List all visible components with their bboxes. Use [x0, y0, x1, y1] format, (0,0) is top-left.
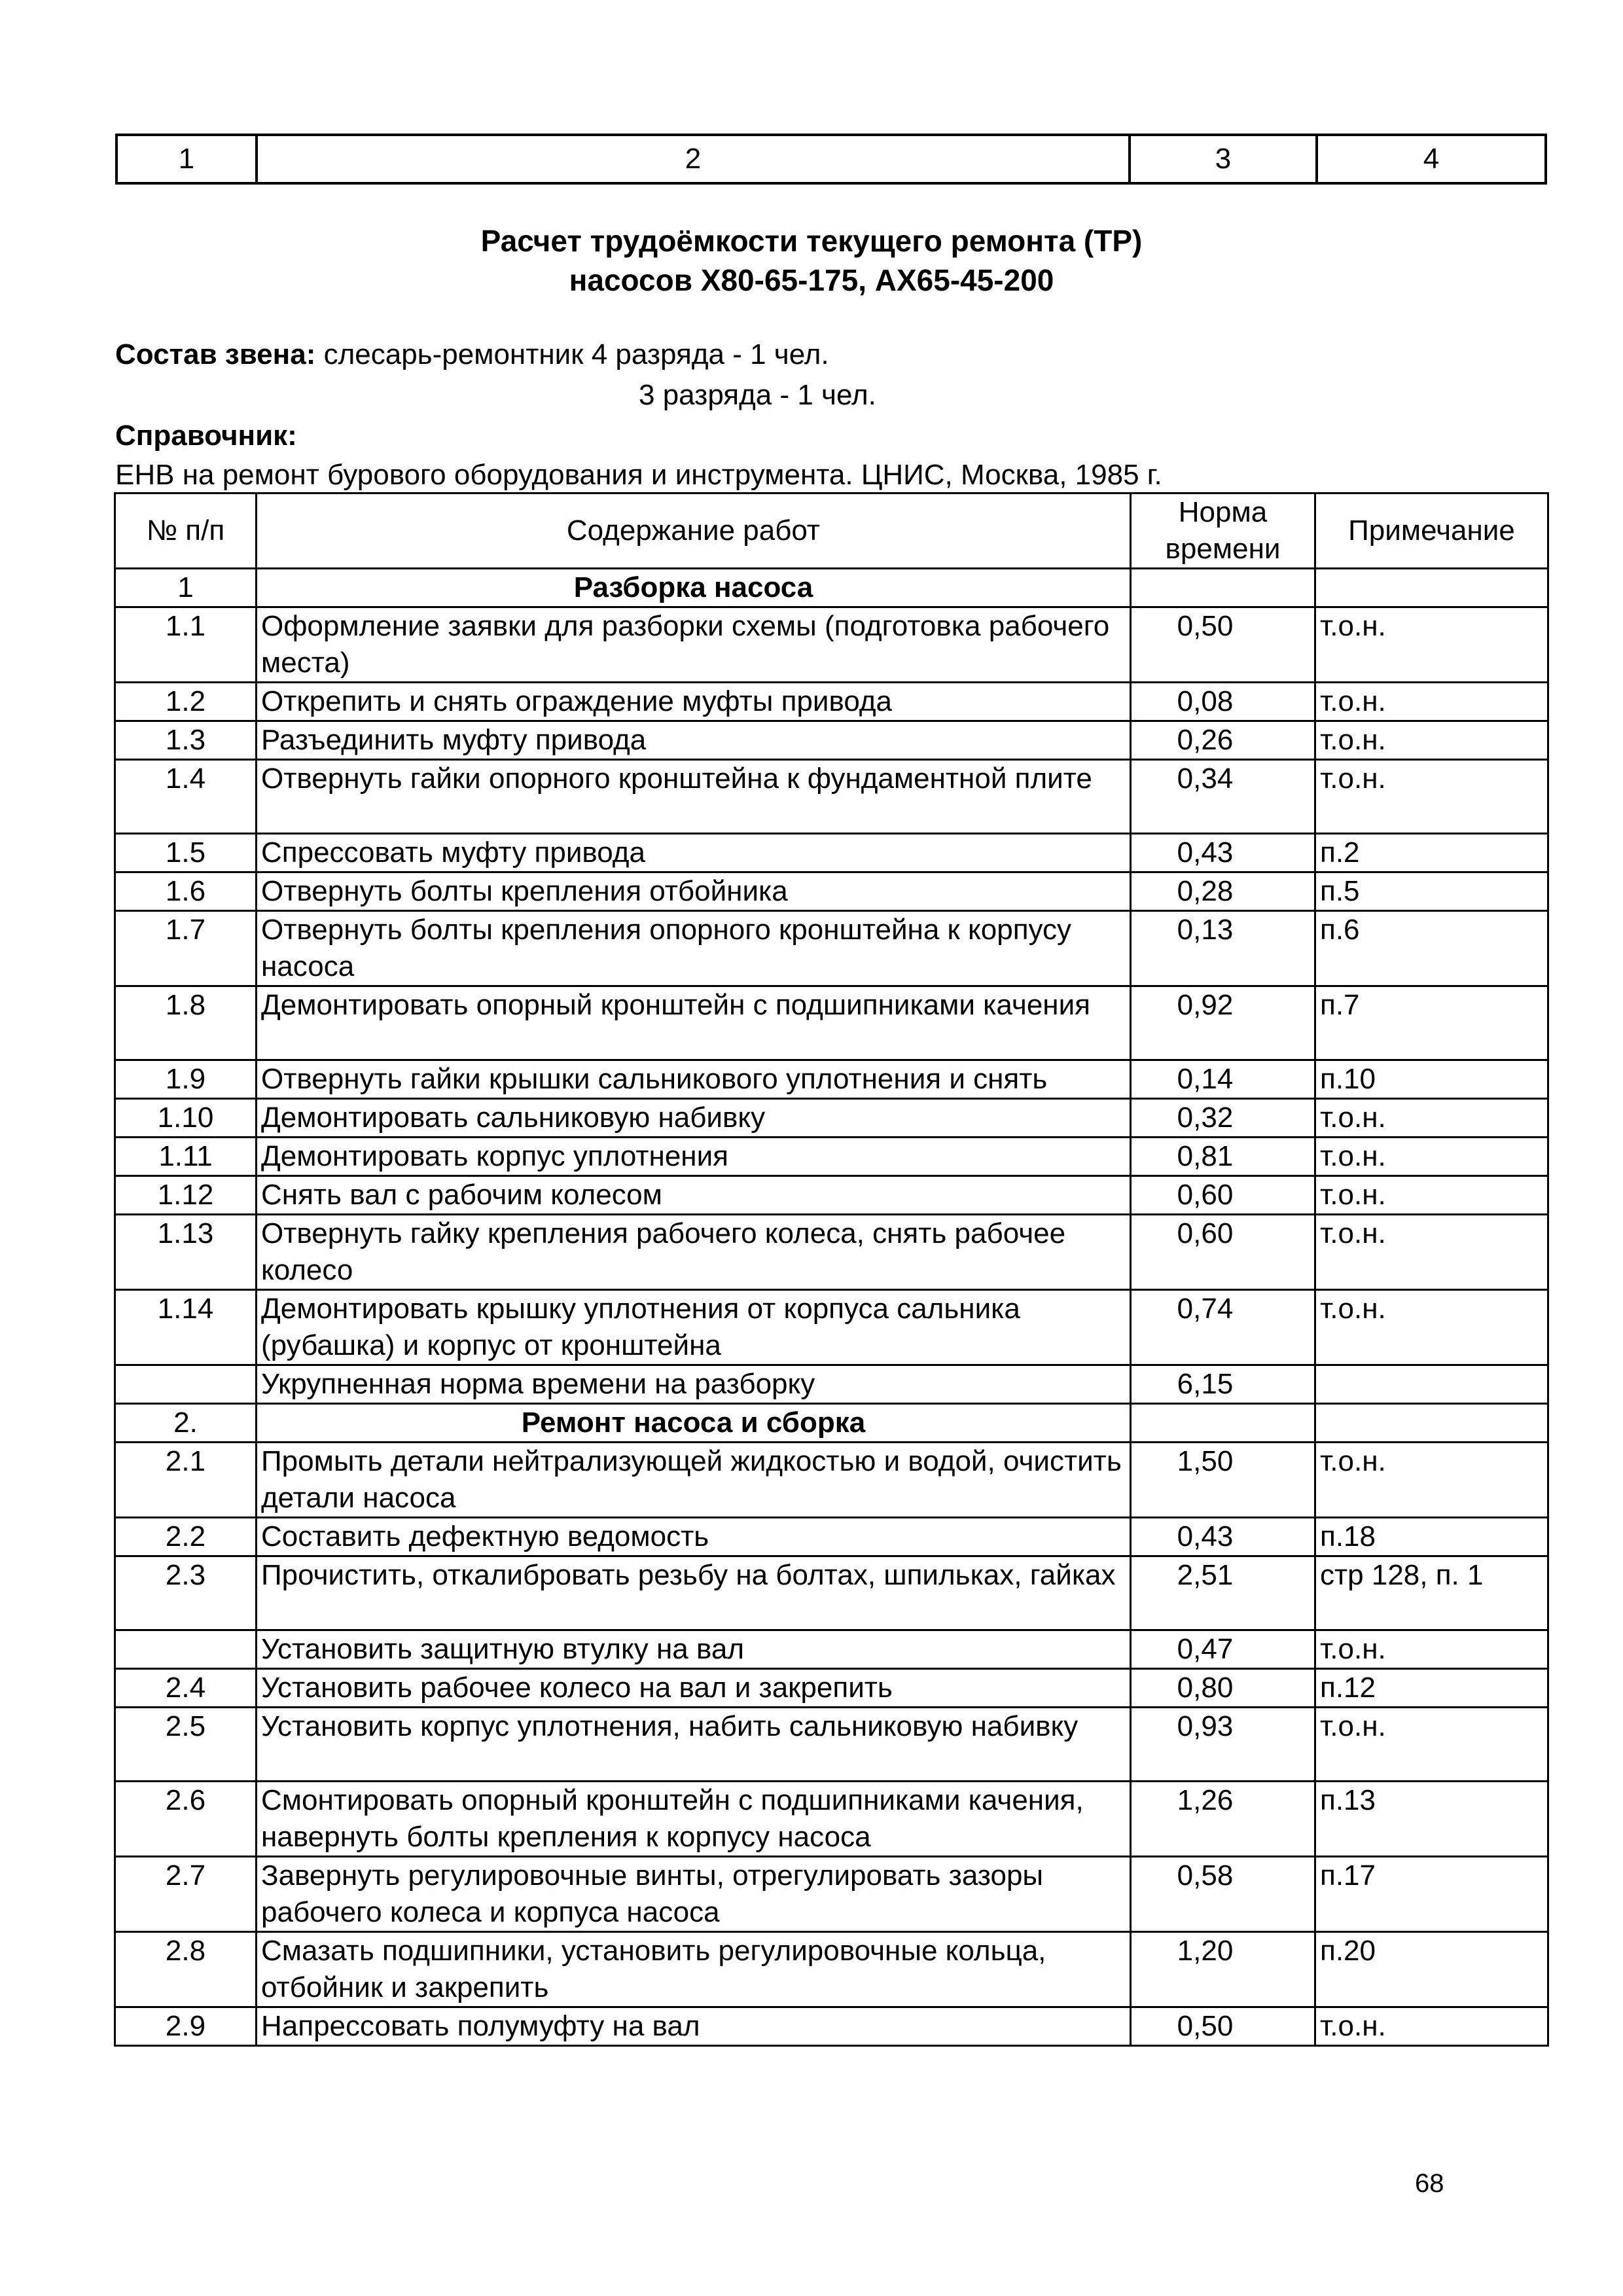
row-number: 2.6 [115, 1782, 257, 1857]
row-number: 1 [115, 569, 257, 607]
work-description: Напрессовать полумуфту на вал [257, 2007, 1131, 2046]
table-row [115, 683, 1548, 721]
time-norm: 0,81 [1131, 1138, 1315, 1176]
work-description: Разъединить муфту привода [257, 721, 1131, 760]
work-description: Снять вал с рабочим колесом [257, 1176, 1131, 1215]
work-description: Завернуть регулировочные винты, отрегулировать зазоры рабочего колеса и корпуса насоса [257, 1857, 1131, 1932]
table-row [115, 607, 1548, 683]
work-description: Установить защитную втулку на вал [257, 1630, 1131, 1669]
work-description: Отвернуть гайки крышки сальникового уплотнения и снять [257, 1060, 1131, 1099]
time-norm: 0,60 [1131, 1176, 1315, 1215]
table-row [115, 1518, 1548, 1556]
table-row [115, 2007, 1548, 2046]
time-norm: 6,15 [1131, 1365, 1315, 1404]
table-row [115, 1215, 1548, 1290]
work-description: Оформление заявки для разборки схемы (подготовка рабочего места) [257, 607, 1131, 683]
crew-line1: слесарь-ремонтник 4 разряда - 1 чел. [323, 338, 829, 370]
work-description: Ремонт насоса и сборка [257, 1404, 1131, 1443]
table-row [115, 1932, 1548, 2007]
table-row [115, 986, 1548, 1060]
time-norm: 0,43 [1131, 1518, 1315, 1556]
row-note [1315, 569, 1548, 607]
crew-composition [115, 336, 829, 373]
column-number-4: 4 [1317, 135, 1546, 183]
work-description: Промыть детали нейтрализующей жидкостью и водой, очистить детали насоса [257, 1443, 1131, 1518]
row-number: 1.3 [115, 721, 257, 760]
row-note: п.7 [1315, 986, 1548, 1060]
table-row [115, 1556, 1548, 1630]
reference-label: Справочник: [115, 420, 297, 452]
table-row [115, 1630, 1548, 1669]
time-norm: 0,60 [1131, 1215, 1315, 1290]
table-row [115, 1060, 1548, 1099]
time-norm: 0,43 [1131, 834, 1315, 872]
row-number: 2.8 [115, 1932, 257, 2007]
table-row [115, 1669, 1548, 1708]
row-number: 1.1 [115, 607, 257, 683]
row-note: п.5 [1315, 872, 1548, 911]
table-row [115, 1176, 1548, 1215]
row-number: 1.5 [115, 834, 257, 872]
row-note: т.о.н. [1315, 683, 1548, 721]
table-row [115, 1365, 1548, 1404]
row-number: 2.7 [115, 1857, 257, 1932]
row-note: т.о.н. [1315, 607, 1548, 683]
column-number-2: 2 [257, 135, 1130, 183]
table-row [115, 1443, 1548, 1518]
table-row [115, 872, 1548, 911]
time-norm: 0,93 [1131, 1708, 1315, 1782]
table-row [115, 721, 1548, 760]
row-note: п.20 [1315, 1932, 1548, 2007]
header-note: Примечание [1315, 493, 1548, 569]
row-number: 1.6 [115, 872, 257, 911]
column-number-header [115, 134, 1547, 185]
row-number: 1.12 [115, 1176, 257, 1215]
row-number: 2.2 [115, 1518, 257, 1556]
time-norm: 0,32 [1131, 1099, 1315, 1138]
row-number: 1.13 [115, 1215, 257, 1290]
column-number-3: 3 [1130, 135, 1317, 183]
table-body [115, 569, 1548, 2046]
row-number: 1.2 [115, 683, 257, 721]
time-norm: 1,50 [1131, 1443, 1315, 1518]
row-number: 1.10 [115, 1099, 257, 1138]
work-description: Отвернуть гайки опорного кронштейна к фундаментной плите [257, 760, 1131, 834]
work-description: Смазать подшипники, установить регулировочные кольца, отбойник и закрепить [257, 1932, 1131, 2007]
row-note: п.12 [1315, 1669, 1548, 1708]
work-description: Демонтировать корпус уплотнения [257, 1138, 1131, 1176]
labor-intensity-table [114, 492, 1549, 2047]
row-number [115, 1630, 257, 1669]
work-description: Укрупненная норма времени на разборку [257, 1365, 1131, 1404]
header-num: № п/п [115, 493, 257, 569]
column-number-1: 1 [116, 135, 257, 183]
time-norm: 2,51 [1131, 1556, 1315, 1630]
time-norm: 0,58 [1131, 1857, 1315, 1932]
work-description: Отвернуть гайку крепления рабочего колеса, снять рабочее колесо [257, 1215, 1131, 1290]
section-row [115, 1404, 1548, 1443]
time-norm: 0,80 [1131, 1669, 1315, 1708]
table-row [115, 1857, 1548, 1932]
row-number [115, 1365, 257, 1404]
work-description: Отвернуть болты крепления опорного кронштейна к корпусу насоса [257, 911, 1131, 986]
time-norm: 0,34 [1131, 760, 1315, 834]
row-note: т.о.н. [1315, 1138, 1548, 1176]
reference-text: ЕНВ на ремонт бурового оборудования и инструмента. ЦНИС, Москва, 1985 г. [115, 459, 1162, 491]
work-description: Отвернуть болты крепления отбойника [257, 872, 1131, 911]
table-row [115, 1782, 1548, 1857]
section-row [115, 569, 1548, 607]
time-norm: 0,50 [1131, 607, 1315, 683]
work-description: Составить дефектную ведомость [257, 1518, 1131, 1556]
time-norm: 1,20 [1131, 1932, 1315, 2007]
work-description: Установить корпус уплотнения, набить сальниковую набивку [257, 1708, 1131, 1782]
row-note: т.о.н. [1315, 760, 1548, 834]
time-norm: 0,92 [1131, 986, 1315, 1060]
time-norm: 1,26 [1131, 1782, 1315, 1857]
row-note: т.о.н. [1315, 2007, 1548, 2046]
row-note [1315, 1365, 1548, 1404]
row-number: 2.5 [115, 1708, 257, 1782]
row-number: 2.1 [115, 1443, 257, 1518]
row-note: п.2 [1315, 834, 1548, 872]
row-note: т.о.н. [1315, 721, 1548, 760]
row-note: т.о.н. [1315, 1708, 1548, 1782]
row-number: 1.11 [115, 1138, 257, 1176]
row-note: п.10 [1315, 1060, 1548, 1099]
work-description: Демонтировать крышку уплотнения от корпуса сальника (рубашка) и корпус от кронштейна [257, 1290, 1131, 1365]
row-number: 2.4 [115, 1669, 257, 1708]
row-note: п.13 [1315, 1782, 1548, 1857]
row-number: 2.9 [115, 2007, 257, 2046]
row-number: 1.4 [115, 760, 257, 834]
work-description: Открепить и снять ограждение муфты привода [257, 683, 1131, 721]
page-title-line2: насосов Х80-65-175, АХ65-45-200 [569, 263, 1054, 297]
row-note: т.о.н. [1315, 1176, 1548, 1215]
table-row [115, 1708, 1548, 1782]
header-work: Содержание работ [257, 493, 1131, 569]
row-number: 2. [115, 1404, 257, 1443]
work-description: Установить рабочее колесо на вал и закрепить [257, 1669, 1131, 1708]
work-description: Спрессовать муфту привода [257, 834, 1131, 872]
row-number: 2.3 [115, 1556, 257, 1630]
row-note [1315, 1404, 1548, 1443]
table-row [115, 1099, 1548, 1138]
work-description: Разборка насоса [257, 569, 1131, 607]
row-note: п.6 [1315, 911, 1548, 986]
table-row [115, 760, 1548, 834]
header-norm: Норма времени [1131, 493, 1315, 569]
row-note: т.о.н. [1315, 1630, 1548, 1669]
row-note: т.о.н. [1315, 1290, 1548, 1365]
time-norm [1131, 569, 1315, 607]
row-note: п.17 [1315, 1857, 1548, 1932]
row-number: 1.14 [115, 1290, 257, 1365]
table-row [115, 1138, 1548, 1176]
table-row [115, 911, 1548, 986]
time-norm: 0,14 [1131, 1060, 1315, 1099]
row-note: п.18 [1315, 1518, 1548, 1556]
table-row [115, 1290, 1548, 1365]
row-note: т.о.н. [1315, 1215, 1548, 1290]
page-number: 68 [1415, 2169, 1444, 2198]
row-number: 1.9 [115, 1060, 257, 1099]
row-note: т.о.н. [1315, 1443, 1548, 1518]
time-norm: 0,28 [1131, 872, 1315, 911]
row-number: 1.7 [115, 911, 257, 986]
row-number: 1.8 [115, 986, 257, 1060]
time-norm: 0,13 [1131, 911, 1315, 986]
row-note: стр 128, п. 1 [1315, 1556, 1548, 1630]
crew-label: Состав звена: [115, 338, 316, 370]
row-note: т.о.н. [1315, 1099, 1548, 1138]
time-norm: 0,47 [1131, 1630, 1315, 1669]
work-description: Смонтировать опорный кронштейн с подшипниками качения, навернуть болты крепления к корпусу насоса [257, 1782, 1131, 1857]
work-description: Демонтировать сальниковую набивку [257, 1099, 1131, 1138]
time-norm: 0,74 [1131, 1290, 1315, 1365]
crew-line2: 3 разряда - 1 чел. [639, 379, 876, 411]
time-norm [1131, 1404, 1315, 1443]
page-title-line1: Расчет трудоёмкости текущего ремонта (ТР) [480, 224, 1143, 258]
time-norm: 0,50 [1131, 2007, 1315, 2046]
table-row [115, 834, 1548, 872]
time-norm: 0,26 [1131, 721, 1315, 760]
time-norm: 0,08 [1131, 683, 1315, 721]
work-description: Демонтировать опорный кронштейн с подшипниками качения [257, 986, 1131, 1060]
work-description: Прочистить, откалибровать резьбу на болтах, шпильках, гайках [257, 1556, 1131, 1630]
